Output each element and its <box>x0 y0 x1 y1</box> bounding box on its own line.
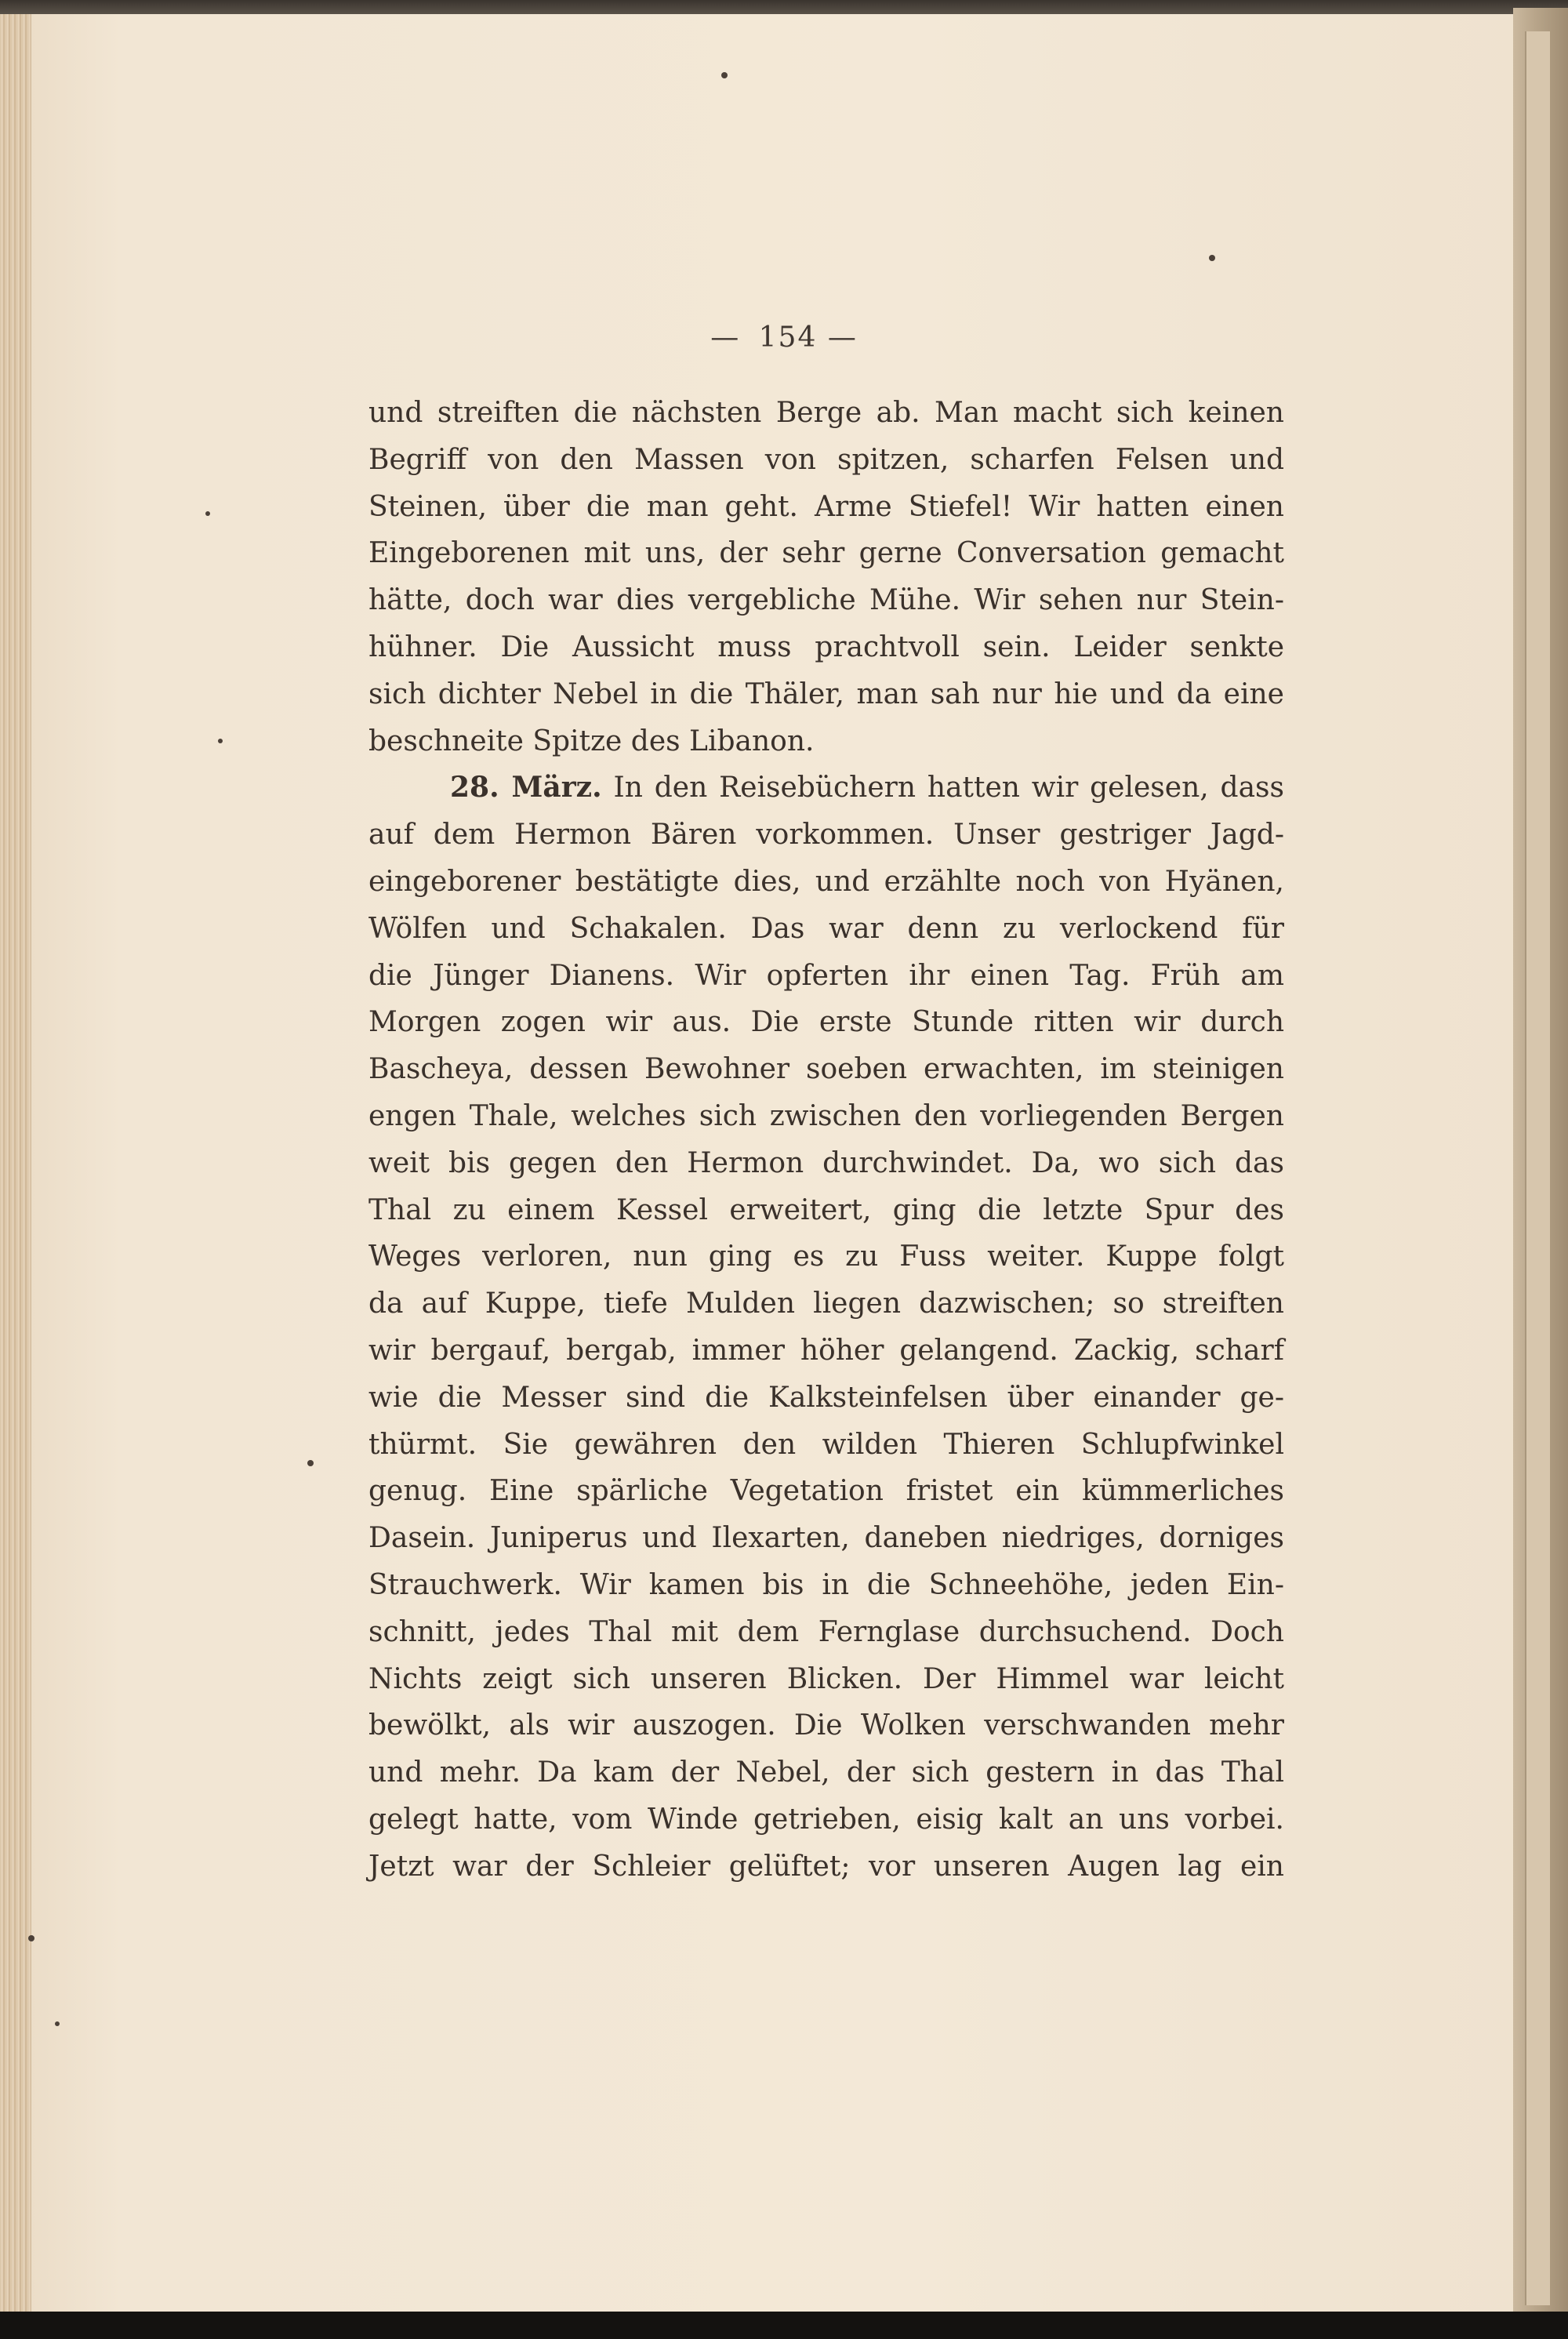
text-line: bewölkt, als wir auszogen. Die Wolken verschwanden mehr <box>368 1709 1284 1742</box>
text-line: schnitt, jedes Thal mit dem Fernglase durchsuchend. Doch <box>368 1615 1284 1648</box>
header-dash-right: — <box>827 321 858 354</box>
text-line: Steinen, über die man geht. Arme Stiefel! Wir hatten einen <box>368 490 1284 523</box>
book-cover-inner-edge <box>1525 31 1550 2305</box>
text-line: thürmt. Sie gewähren den wilden Thieren Schlupfwinkel <box>368 1428 1284 1461</box>
text-line: wie die Messer sind die Kalksteinfelsen über einander ge- <box>368 1381 1284 1414</box>
text-line: eingeborener bestätigte dies, und erzählte noch von Hyänen, <box>368 865 1284 898</box>
text-line: Morgen zogen wir aus. Die erste Stunde ritten wir durch <box>368 1006 1284 1039</box>
text-line: hühner. Die Aussicht muss prachtvoll sein. Leider senkte <box>368 630 1284 663</box>
text-line: Bascheya, dessen Bewohner soeben erwachten, im steinigen <box>368 1053 1284 1086</box>
paper-speck <box>721 72 728 78</box>
paper-speck <box>307 1460 314 1466</box>
text-line: und streiften die nächsten Berge ab. Man macht sich keinen <box>368 397 1284 429</box>
text-line: die Jünger Dianens. Wir opferten ihr einen Tag. Früh am <box>368 959 1284 992</box>
paragraph-1 <box>368 390 1284 765</box>
text-line: weit bis gegen den Hermon durchwindet. Da, wo sich das <box>368 1146 1284 1179</box>
paper-speck <box>218 739 223 743</box>
body-text <box>368 390 1284 1890</box>
text-line: gelegt hatte, vom Winde getrieben, eisig kalt an uns vorbei. <box>368 1803 1284 1836</box>
text-line: wir bergauf, bergab, immer höher gelangend. Zackig, scharf <box>368 1334 1284 1367</box>
text-line: und mehr. Da kam der Nebel, der sich gestern in das Thal <box>368 1756 1284 1789</box>
text-line: engen Thale, welches sich zwischen den vorliegenden Bergen <box>368 1099 1284 1132</box>
page-stack-left <box>0 14 31 2315</box>
text-line: sich dichter Nebel in die Thäler, man sah nur hie und da eine <box>368 677 1284 710</box>
page-header <box>0 321 1568 354</box>
paper-speck <box>205 511 210 516</box>
text-line: da auf Kuppe, tiefe Mulden liegen dazwischen; so streiften <box>368 1288 1284 1320</box>
paper-speck <box>55 2021 60 2026</box>
text-line: Eingeborenen mit uns, der sehr gerne Conversation gemacht <box>368 537 1284 570</box>
text-line: hätte, doch war dies vergebliche Mühe. Wir sehen nur Stein- <box>368 584 1284 617</box>
text-line: beschneite Spitze des Libanon. <box>368 725 815 757</box>
text-line: Dasein. Juniperus und Ilexarten, daneben niedriges, dorniges <box>368 1522 1284 1555</box>
first-line-text: In den Reisebüchern hatten wir gelesen, dass <box>613 772 1284 804</box>
text-line: auf dem Hermon Bären vorkommen. Unser gestriger Jagd- <box>368 819 1284 852</box>
text-line: Wölfen und Schakalen. Das war denn zu verlockend für <box>368 912 1284 945</box>
text-line: Thal zu einem Kessel erweitert, ging die letzte Spur des <box>368 1193 1284 1226</box>
paper-speck <box>1209 255 1215 261</box>
text-line: Begriff von den Massen von spitzen, scharfen Felsen und <box>368 443 1284 476</box>
paragraph-2 <box>368 765 1284 1890</box>
page-number: 154 <box>758 321 818 354</box>
text-line-first <box>368 765 1284 812</box>
header-dash-left: — <box>710 321 741 354</box>
text-line: Jetzt war der Schleier gelüftet; vor unseren Augen lag ein <box>368 1850 1284 1883</box>
text-line: Strauchwerk. Wir kamen bis in die Schneehöhe, jeden Ein- <box>368 1568 1284 1601</box>
book-bottom-edge <box>0 2312 1568 2339</box>
text-line: Weges verloren, nun ging es zu Fuss weiter. Kuppe folgt <box>368 1240 1284 1273</box>
entry-date: 28. März. <box>450 771 602 804</box>
text-line: Nichts zeigt sich unseren Blicken. Der Himmel war leicht <box>368 1662 1284 1695</box>
text-line: genug. Eine spärliche Vegetation fristet ein kümmerliches <box>368 1475 1284 1508</box>
paper-speck <box>28 1935 34 1941</box>
